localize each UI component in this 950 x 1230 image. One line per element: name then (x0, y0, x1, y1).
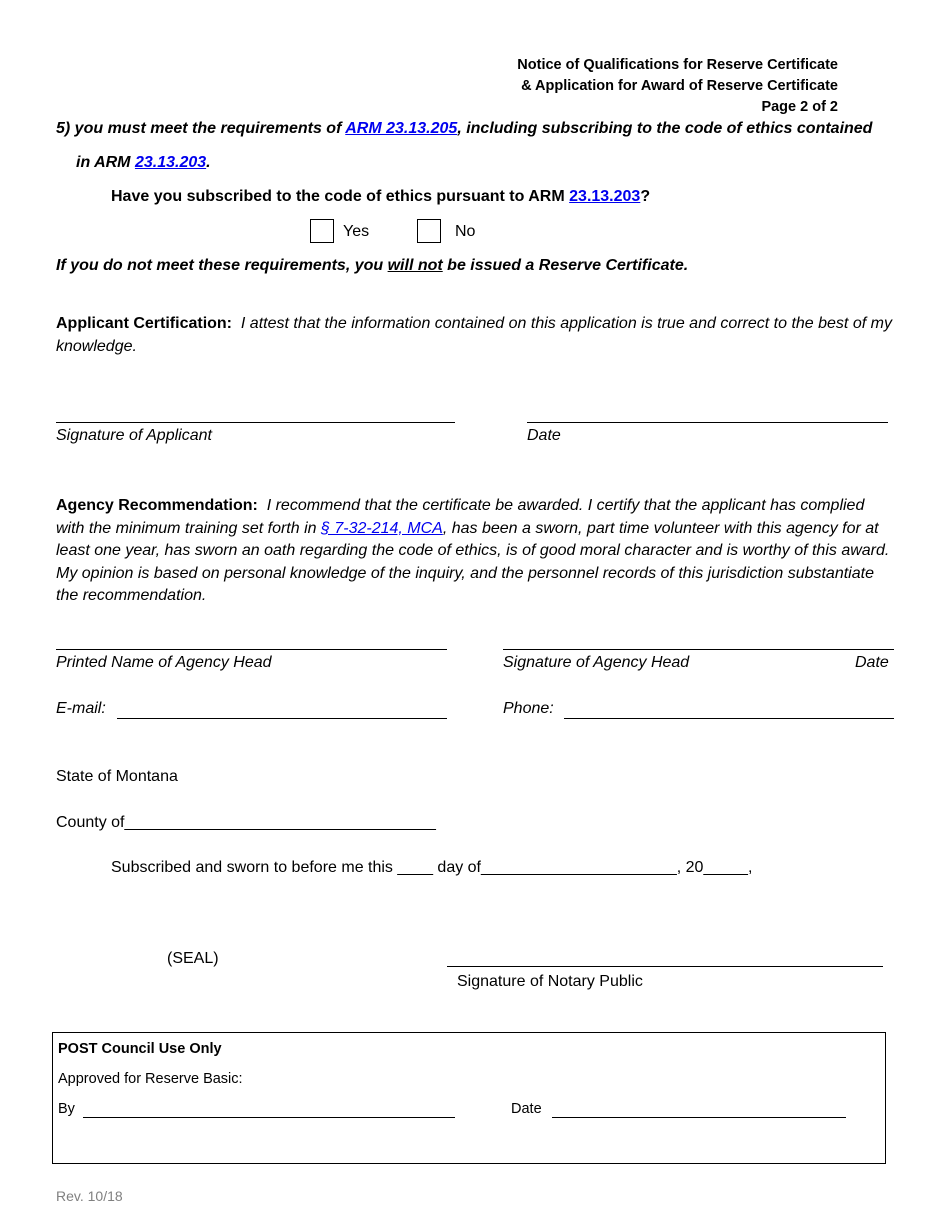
agency-recommendation (56, 495, 896, 608)
no-checkbox[interactable] (417, 219, 441, 243)
notary-signature-label: Signature of Notary Public (457, 973, 643, 990)
ethics-question (111, 188, 650, 206)
applicant-signature-line[interactable] (56, 422, 455, 423)
state-label: State of Montana (56, 768, 178, 785)
requirement-line-2 (76, 154, 211, 172)
ethics-question-suffix: ? (640, 188, 651, 205)
arm-23-13-205-link[interactable]: ARM 23.13.205 (345, 120, 458, 137)
email-label: E-mail: (56, 700, 106, 717)
yes-label: Yes (343, 223, 370, 240)
seal-label: (SEAL) (167, 950, 219, 967)
post-date-label: Date (511, 1101, 542, 1117)
no-label: No (455, 223, 476, 240)
applicant-certification-heading: Applicant Certification: (56, 315, 233, 332)
warning-emphasis: will not (387, 257, 443, 274)
applicant-date-line[interactable] (527, 422, 888, 423)
agency-recommendation-heading: Agency Recommendation: (56, 497, 258, 514)
approved-label: Approved for Reserve Basic: (58, 1071, 243, 1087)
ethics-question-text: Have you subscribed to the code of ethics pursuant to ARM (111, 188, 570, 205)
arm-23-13-203-link[interactable]: 23.13.203 (134, 154, 207, 171)
form-title-line-1: Notice of Qualifications for Reserve Certificate (517, 57, 838, 73)
mca-7-32-214-link[interactable]: § 7-32-214, MCA (321, 519, 443, 537)
agency-head-name-line[interactable] (56, 649, 447, 650)
post-council-box (52, 1032, 886, 1164)
by-field[interactable] (83, 1117, 455, 1118)
applicant-certification (56, 313, 896, 358)
form-title-line-2: & Application for Award of Reserve Certificate (521, 78, 838, 94)
applicant-certification-text: I attest that the information contained on this application is true and correct to the best of my knowledge. (56, 315, 892, 355)
phone-label: Phone: (503, 700, 554, 717)
email-field[interactable] (117, 718, 447, 719)
agency-recommendation-text-1: I recommend that the certificate be awarded. I certify that the applicant has complied with the minimum training set forth in (56, 497, 865, 537)
county-field[interactable]: County of___________________________________ (56, 814, 436, 831)
requirement-line2-suffix: . (206, 154, 211, 171)
post-date-field[interactable] (552, 1117, 846, 1118)
ethics-arm-link[interactable]: 23.13.203 (569, 188, 641, 205)
page-number: Page 2 of 2 (761, 99, 838, 115)
phone-field[interactable] (564, 718, 894, 719)
warning-prefix: If you do not meet these requirements, you (56, 257, 388, 274)
yes-checkbox[interactable] (310, 219, 334, 243)
applicant-date-label: Date (527, 427, 561, 444)
warning-suffix: be issued a Reserve Certificate. (442, 257, 689, 274)
agency-recommendation-text-2: , has been a sworn, part time volunteer with this agency for at least one year, has sworn an oath regarding the code of ethics, is of good moral character and is worthy of this award. My opinion is based on personal knowledge of the inquiry, and the personnel records of this jurisdiction substantiate the recommendation. (56, 519, 890, 604)
agency-head-signature-label: Signature of Agency Head (503, 654, 690, 671)
requirement-line-1 (56, 120, 872, 138)
revision-label: Rev. 10/18 (56, 1188, 123, 1204)
agency-head-signature-line[interactable] (503, 649, 894, 650)
applicant-signature-label: Signature of Applicant (56, 427, 212, 444)
notary-signature-line[interactable] (447, 966, 883, 967)
agency-head-name-label: Printed Name of Agency Head (56, 654, 272, 671)
requirement-middle: , including subscribing to the code of ethics contained (457, 120, 873, 137)
by-label: By (58, 1101, 75, 1117)
requirement-line2-prefix: in ARM (76, 154, 135, 171)
agency-head-date-label: Date (855, 654, 889, 671)
requirement-prefix: 5) you must meet the requirements of (56, 120, 346, 137)
requirements-warning (56, 257, 688, 275)
post-council-heading: POST Council Use Only (58, 1041, 222, 1057)
sworn-statement[interactable]: Subscribed and sworn to before me this ____ day of______________________, 20_____, (111, 859, 753, 876)
